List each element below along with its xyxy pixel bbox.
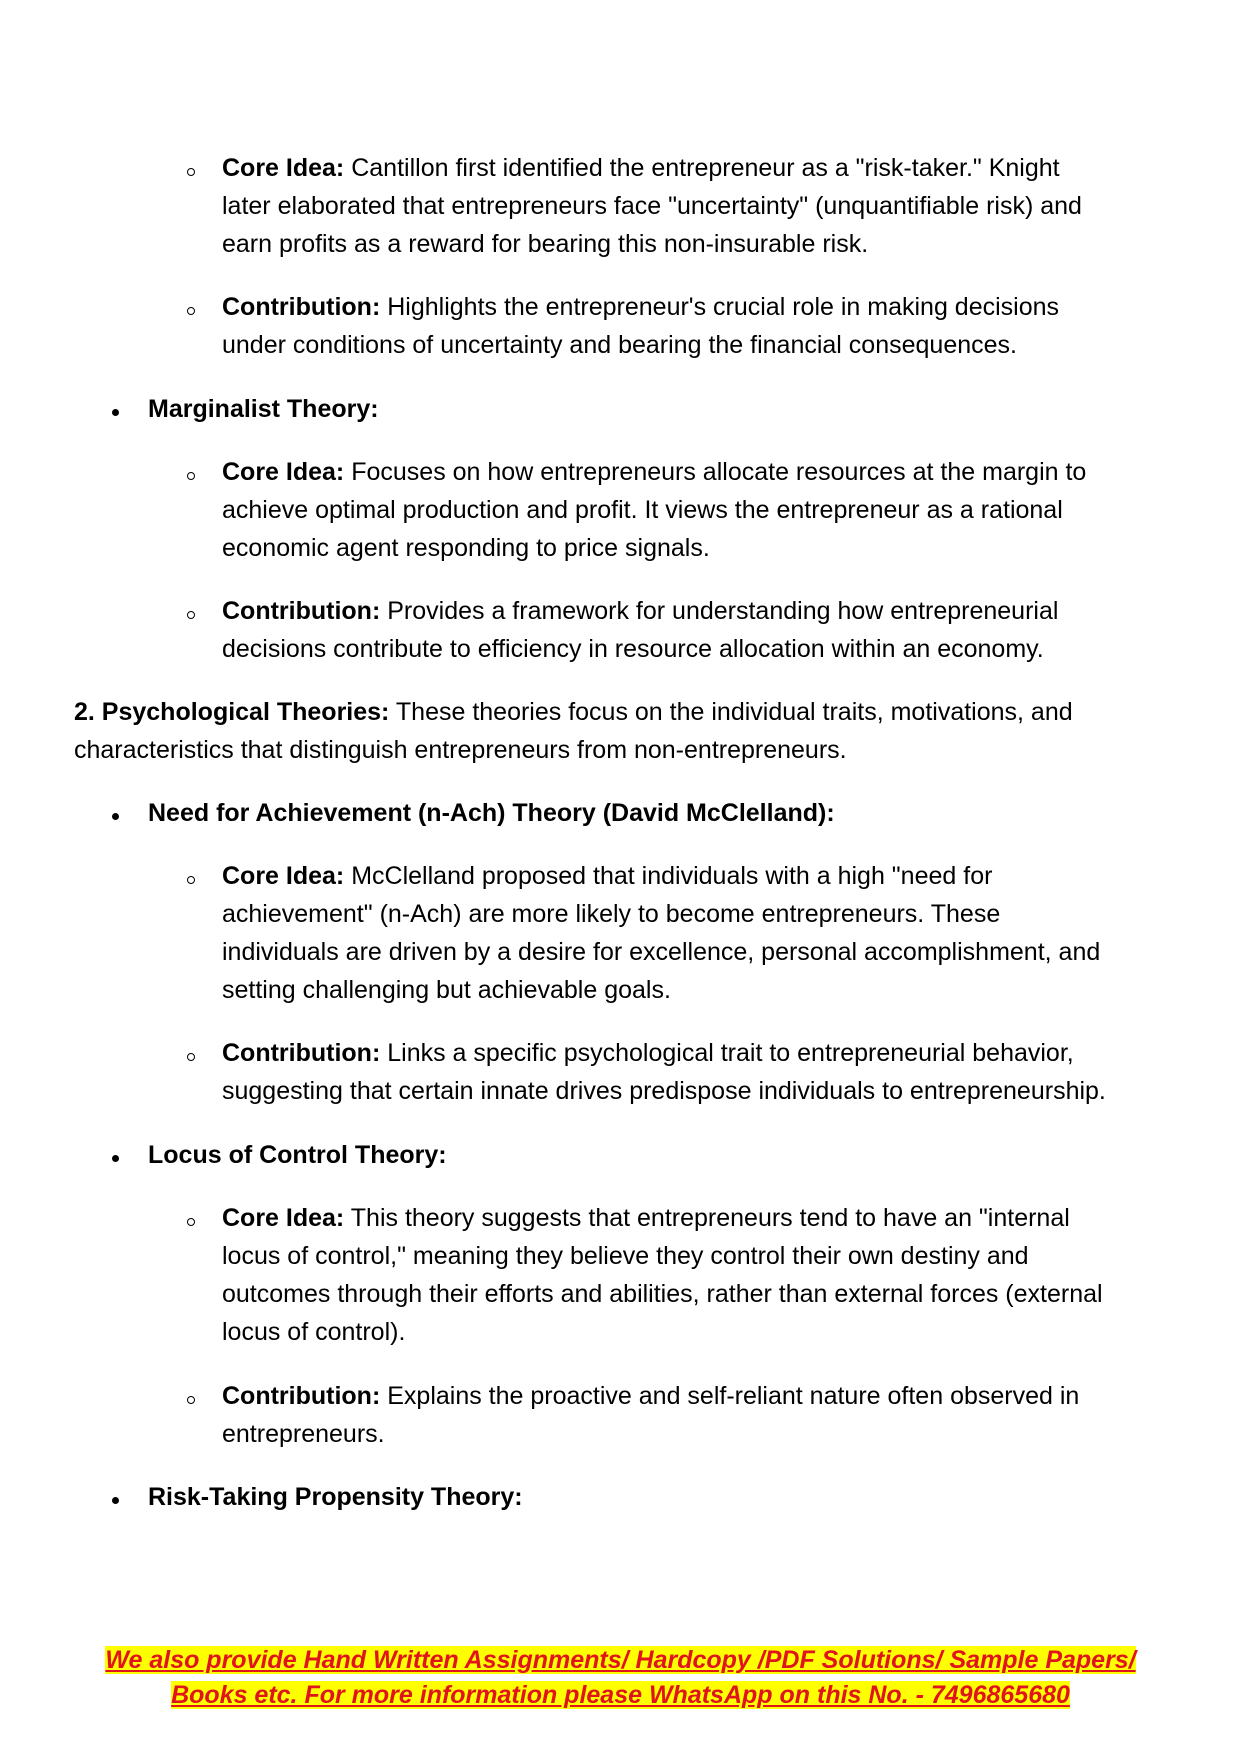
- paragraph-line: locus of control).: [222, 1318, 406, 1346]
- item-text: Cantillon first identified the entrepreneur as a "risk-taker." Knight: [351, 154, 1060, 182]
- paragraph-line: later elaborated that entrepreneurs face "uncertainty" (unquantifiable risk) and: [222, 192, 1082, 220]
- theory-heading: Risk-Taking Propensity Theory:: [148, 1483, 523, 1511]
- bullet-icon: [112, 1497, 119, 1504]
- paragraph-line: outcomes through their efforts and abilities, rather than external forces (external: [222, 1280, 1103, 1308]
- paragraph-line: characteristics that distinguish entrepreneurs from non-entrepreneurs.: [74, 736, 847, 764]
- paragraph-line: [222, 1034, 1074, 1072]
- bullet-icon: [112, 813, 119, 820]
- paragraph-line: [222, 453, 1086, 491]
- bullet-icon: [112, 1155, 119, 1162]
- section-paragraph: [74, 693, 1073, 731]
- footer-line-1: We also provide Hand Written Assignments/ Hardcopy /PDF Solutions/ Sample Papers/: [105, 1646, 1136, 1674]
- bullet-icon: [112, 409, 119, 416]
- section-text: These theories focus on the individual traits, motivations, and: [395, 698, 1073, 726]
- section-title: 2. Psychological Theories:: [74, 698, 390, 726]
- item-text: Focuses on how entrepreneurs allocate resources at the margin to: [351, 458, 1087, 486]
- paragraph-line: under conditions of uncertainty and bearing the financial consequences.: [222, 331, 1017, 359]
- item-label: Contribution:: [222, 597, 381, 625]
- footer-notice: [0, 1643, 1241, 1678]
- paragraph-line: suggesting that certain innate drives predispose individuals to entrepreneurship.: [222, 1077, 1106, 1105]
- footer-notice: [0, 1678, 1241, 1713]
- item-label: Contribution:: [222, 293, 381, 321]
- sub-bullet-icon: [187, 307, 195, 315]
- paragraph-line: earn profits as a reward for bearing this non-insurable risk.: [222, 230, 869, 258]
- sub-bullet-icon: [187, 1396, 195, 1404]
- item-text: This theory suggests that entrepreneurs tend to have an "internal: [350, 1204, 1070, 1232]
- theory-heading: Locus of Control Theory:: [148, 1141, 447, 1169]
- paragraph-line: [222, 857, 992, 895]
- paragraph-line: [222, 1377, 1079, 1415]
- item-label: Contribution:: [222, 1382, 381, 1410]
- paragraph-line: [222, 288, 1059, 326]
- item-text: McClelland proposed that individuals with a high "need for: [351, 862, 993, 890]
- paragraph-line: decisions contribute to efficiency in resource allocation within an economy.: [222, 635, 1044, 663]
- paragraph-line: [222, 592, 1058, 630]
- paragraph-line: entrepreneurs.: [222, 1420, 385, 1448]
- sub-bullet-icon: [187, 876, 195, 884]
- paragraph-line: achievement" (n-Ach) are more likely to become entrepreneurs. These: [222, 900, 1001, 928]
- theory-heading: Marginalist Theory:: [148, 395, 379, 423]
- sub-bullet-icon: [187, 611, 195, 619]
- paragraph-line: locus of control," meaning they believe they control their own destiny and: [222, 1242, 1029, 1270]
- paragraph-line: individuals are driven by a desire for excellence, personal accomplishment, and: [222, 938, 1101, 966]
- theory-heading: Need for Achievement (n-Ach) Theory (David McClelland):: [148, 799, 835, 827]
- item-text: Highlights the entrepreneur's crucial role in making decisions: [387, 293, 1060, 321]
- item-label: Core Idea:: [222, 1204, 345, 1232]
- sub-bullet-icon: [187, 1053, 195, 1061]
- paragraph-line: [222, 149, 1060, 187]
- sub-bullet-icon: [187, 168, 195, 176]
- item-label: Core Idea:: [222, 862, 345, 890]
- paragraph-line: achieve optimal production and profit. It views the entrepreneur as a rational: [222, 496, 1063, 524]
- item-text: Explains the proactive and self-reliant nature often observed in: [387, 1382, 1080, 1410]
- item-label: Core Idea:: [222, 458, 345, 486]
- paragraph-line: setting challenging but achievable goals.: [222, 976, 671, 1004]
- sub-bullet-icon: [187, 472, 195, 480]
- item-label: Core Idea:: [222, 154, 345, 182]
- paragraph-line: [222, 1199, 1070, 1237]
- item-label: Contribution:: [222, 1039, 381, 1067]
- footer-line-2: Books etc. For more information please WhatsApp on this No. - 7496865680: [171, 1681, 1070, 1709]
- item-text: Links a specific psychological trait to entrepreneurial behavior,: [387, 1039, 1074, 1067]
- item-text: Provides a framework for understanding how entrepreneurial: [387, 597, 1059, 625]
- paragraph-line: economic agent responding to price signals.: [222, 534, 710, 562]
- sub-bullet-icon: [187, 1218, 195, 1226]
